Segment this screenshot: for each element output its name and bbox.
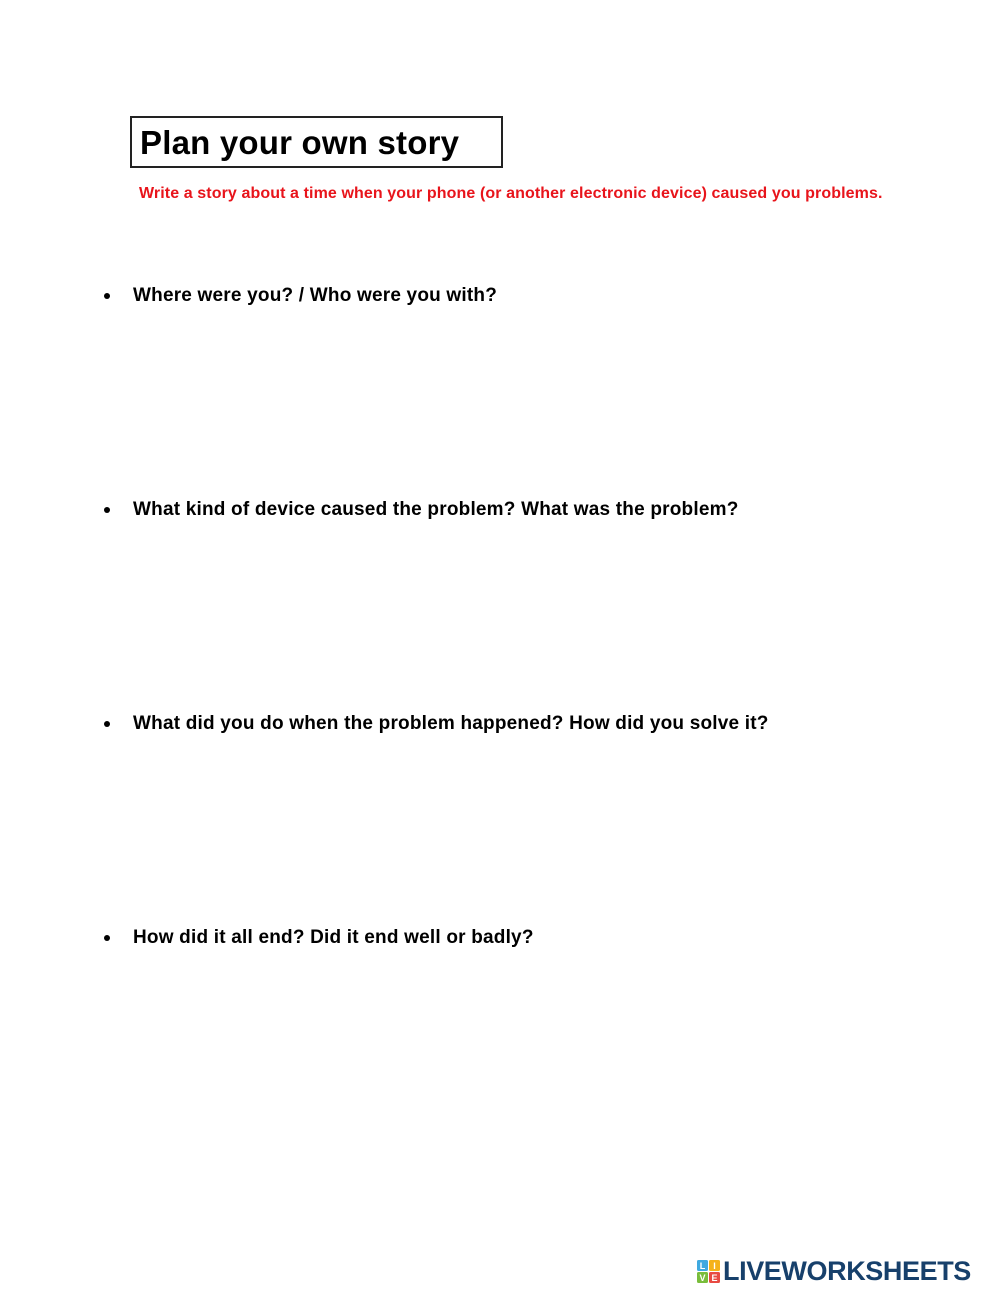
bullet-icon xyxy=(104,507,110,513)
brand-name: LIVEWORKSHEETS xyxy=(723,1256,971,1286)
svg-text:E: E xyxy=(711,1273,718,1283)
svg-text:I: I xyxy=(713,1261,716,1271)
question-item xyxy=(100,499,960,525)
question-item xyxy=(100,927,960,953)
liveworksheets-logo xyxy=(697,1258,997,1284)
question-text: What did you do when the problem happened? How did you solve it? xyxy=(133,713,769,734)
question-item xyxy=(100,285,960,311)
svg-text:V: V xyxy=(699,1273,706,1283)
question-text: Where were you? / Who were you with? xyxy=(133,285,498,306)
question-text: How did it all end? Did it end well or badly? xyxy=(133,927,534,948)
logo-tiles-icon xyxy=(697,1260,720,1283)
bullet-icon xyxy=(104,293,110,299)
question-item xyxy=(100,713,960,739)
title-box xyxy=(130,116,503,168)
question-text: What kind of device caused the problem? What was the problem? xyxy=(133,499,739,520)
bullet-icon xyxy=(104,721,110,727)
svg-text:L: L xyxy=(699,1261,706,1271)
bullet-icon xyxy=(104,935,110,941)
instructions-text: Write a story about a time when your phone (or another electronic device) caused you problems. xyxy=(139,185,883,202)
page-title: Plan your own story xyxy=(140,124,460,161)
